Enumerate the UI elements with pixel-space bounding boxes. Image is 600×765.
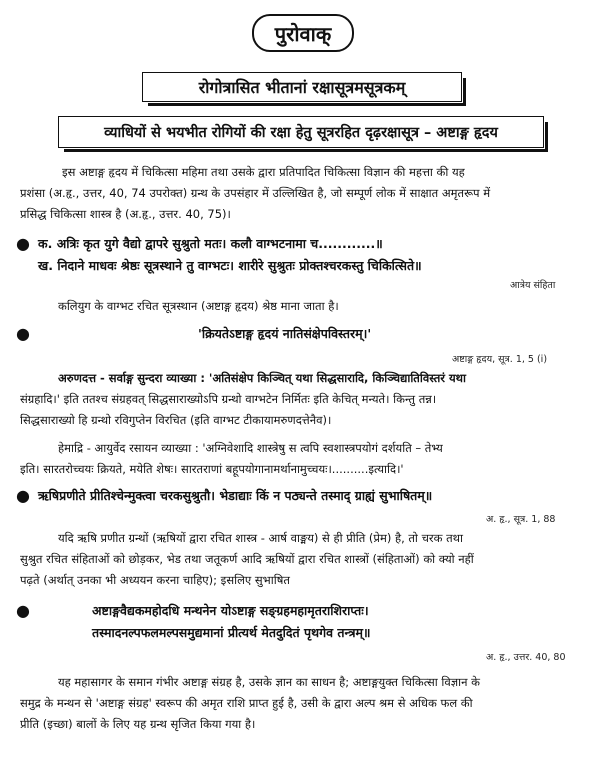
para6-line2: समुद्र के मन्थन से 'अष्टाङ्ग संग्रह' स्वरूप की अमृत राशि प्राप्त हुई है, उसी के द्वारा अल्प श्रम से अधिक फल की — [20, 696, 473, 710]
para1-line1: इस अष्टाङ्ग हृदय में चिकित्सा महिमा तथा उसके द्वारा प्रतिपादित चिकित्सा विज्ञान की महत्ता की यह — [62, 165, 465, 179]
verse3-line1: ऋषिप्रणीते प्रीतिश्चेन्मुक्त्वा चरकसुश्रुतौ। भेडाद्याः किं न पठ्यन्ते तस्माद् ग्राह्यं सुभाषितम्॥ — [38, 488, 433, 503]
verse1-reference: आत्रेय संहिता — [510, 280, 556, 291]
para1-line2: प्रशंसा (अ.हृ., उत्तर, 40, 74 उपरोक्त) ग्रन्थ के उपसंहार में उल्लिखित है, जो सम्पूर्ण लोक में साक्षात अमृतरूप में — [20, 186, 491, 200]
verse2-reference: अष्टाङ्ग हृदय, सूत्र. 1, 5 (i) — [452, 354, 548, 365]
sanskrit-subtitle-text: रोगोत्रासित भीतानां रक्षासूत्रमसूत्रकम् — [198, 78, 406, 97]
para6-line3: प्रीति (इच्छा) बालों के लिए यह ग्रन्थ सृजित किया गया है। — [20, 717, 256, 731]
para6-line1: यह महासागर के समान गंभीर अष्टाङ्ग संग्रह है, उसके ज्ञान का साधन है; अष्टाङ्गयुक्त चिकित्सा विज्ञान के — [58, 675, 480, 689]
verse2-line1: 'क्रियतेऽष्टाङ्ग हृदयं नातिसंक्षेपविस्तरम्।' — [198, 326, 372, 341]
para3-line3: सिद्धसाराख्यो हि ग्रन्थो रविगुप्तेन विरचित (इति वाग्भट टीकायामरुणदत्तेनैव)। — [20, 413, 332, 427]
verse4-line1: अष्टाङ्गवैद्यकमहोदधि मन्थनेन योऽष्टाङ्ग सङ्ग्रहमहामृतराशिराप्तः। — [92, 603, 369, 618]
para3-line1: अरुणदत्त - सर्वाङ्ग सुन्दरा व्याख्या : 'अतिसंक्षेप किञ्चित् यथा सिद्धसारादि, किञ्चिद्यातिविस्तरं यथा — [58, 371, 466, 385]
verse4-reference: अ. हृ., उत्तर. 40, 80 — [486, 652, 566, 663]
hindi-subtitle-text: व्याधियों से भयभीत रोगियों की रक्षा हेतु सूत्ररहित दृढ़रक्षासूत्र – अष्टाङ्ग हृदय — [104, 125, 498, 141]
bullet-icon: ● — [16, 234, 30, 253]
verse4-line2: तस्मादनल्पफलमल्पसमुद्यमानां प्रीत्यर्थ मेतदुदितं पृथगेव तन्त्रम्॥ — [92, 625, 371, 640]
sanskrit-subtitle — [142, 72, 462, 102]
bullet-icon: ● — [16, 324, 30, 343]
verse1-line1: क. अत्रिः कृत युगे वैद्यो द्वापरे सुश्रुतो मतः। कलौ वाग्भटनामा च............॥ — [38, 236, 383, 251]
bullet-icon: ● — [16, 486, 30, 505]
para4-line1: हेमाद्रि - आयुर्वेद रसायन व्याख्या : 'अग्निवेशादि शास्त्रेषु स त्वपि स्वशास्त्रपयोगं दर्शयति – तेभ्य — [58, 441, 443, 455]
para5-line3: पढ़ते (अर्थात् उनका भी अध्ययन करना चाहिए); इसलिए सुभाषित — [20, 573, 290, 587]
para5-line1: यदि ऋषि प्रणीत ग्रन्थों (ऋषियों द्वारा रचित शास्त्र - आर्ष वाङ्मय) से ही प्रीति (प्रेम) है, तो चरक तथा — [58, 531, 463, 545]
verse3-reference: अ. हृ., सूत्र. 1, 88 — [486, 514, 556, 525]
hindi-subtitle — [58, 116, 544, 148]
para2-line: कलियुग के वाग्भट रचित सूत्रस्थान (अष्टाङ्ग हृदय) श्रेष्ठ माना जाता है। — [58, 299, 339, 313]
para5-line2: सुश्रुत रचित संहिताओं को छोड़कर, भेड तथा जतूकर्ण आदि ऋषियों द्वारा रचित शास्त्रों (संहिताओं) को क्यो नहीं — [20, 552, 474, 566]
page-title: पुरोवाक् — [252, 14, 354, 52]
verse1-line2: ख. निदाने माधवः श्रेष्ठः सूत्रस्थाने तु वाग्भटः। शारीरे सुश्रुतः प्रोक्तश्चरकस्तु चिकित्सिते॥ — [38, 258, 422, 273]
bullet-icon: ● — [16, 601, 30, 620]
para1-line3: प्रसिद्ध चिकित्सा शास्त्र है (अ.हृ., उत्तर. 40, 75)। — [20, 207, 231, 221]
para3-line2: संग्रहादि।' इति ततश्च संग्रहवत् सिद्धसाराख्योऽपि ग्रन्थो वाग्भटेन निर्मितः इति केचित् मन्यते। किन्तु तन्न। — [20, 392, 437, 406]
para4-line2: इति। सारतरोच्चयः क्रियते, मयेति शेषः। सारतराणां बहूपयोगानामर्थानामुच्चयः।..........इत्यादि।' — [20, 462, 404, 476]
